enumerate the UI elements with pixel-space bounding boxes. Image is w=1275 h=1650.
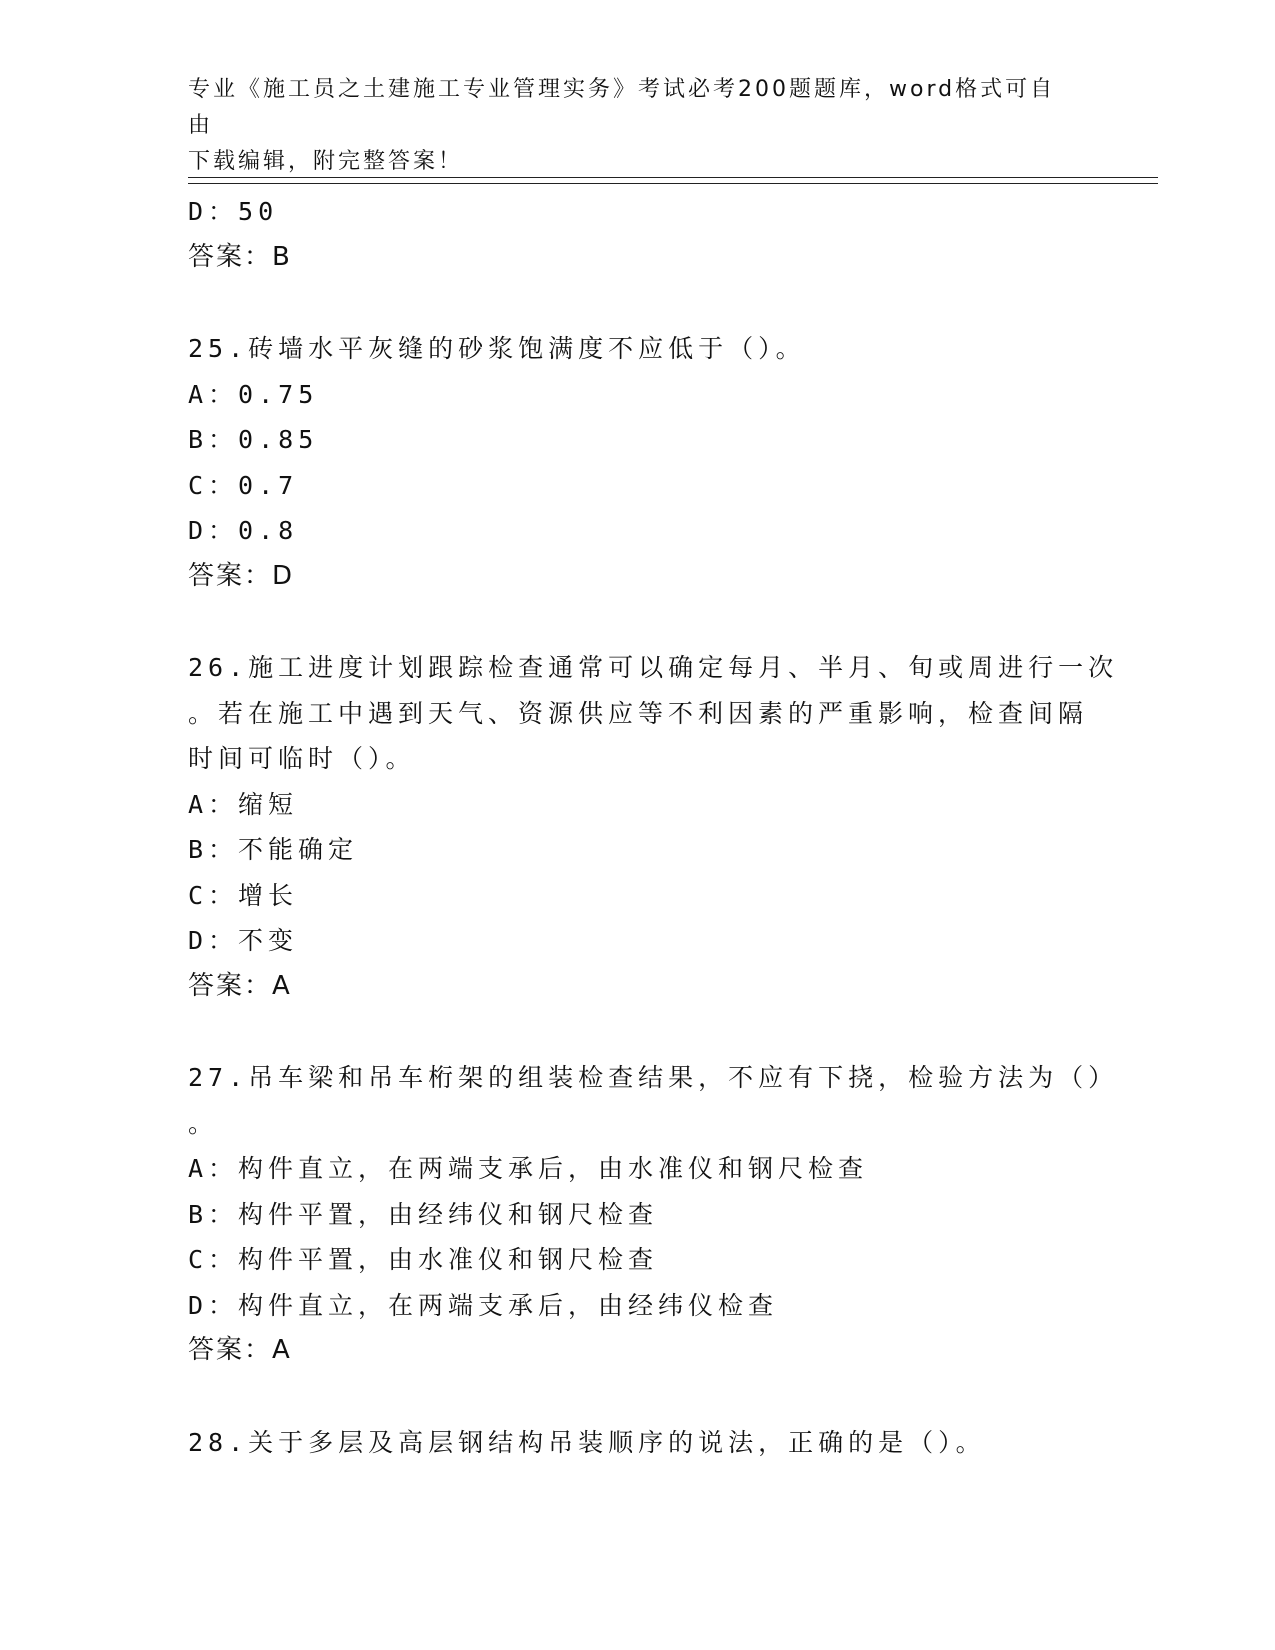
document-header [188, 72, 1068, 180]
question-27 [188, 1055, 1148, 1374]
spacer [188, 280, 1148, 326]
header-title-line-2: 下载编辑，附完整答案！ [188, 149, 464, 174]
question-text: 28.关于多层及高层钢结构吊装顺序的说法，正确的是（）。 [188, 1427, 986, 1457]
answer-label: 答案：A [188, 970, 292, 1001]
header-title-line-1: 专业《施工员之土建施工专业管理实务》考试必考200题题库，word格式可自由 [188, 77, 1056, 138]
option-c: C：增长 [188, 880, 299, 910]
option-a: A：缩短 [188, 789, 299, 819]
option-b: B：不能确定 [188, 835, 359, 864]
option-c: C：构件平置，由水准仪和钢尺检查 [188, 1245, 659, 1274]
question-text-line-2: 。若在施工中遇到天气、资源供应等不利因素的严重影响，检查间隔 [188, 698, 1089, 728]
spacer [188, 599, 1148, 645]
question-28 [188, 1420, 1148, 1466]
question-text-line-1: 27.吊车梁和吊车桁架的组装检查结果，不应有下挠，检验方法为（） [188, 1063, 1119, 1092]
answer-label: 答案：D [188, 560, 295, 591]
option-d: D：50 [188, 197, 279, 226]
spacer [188, 1374, 1148, 1420]
question-text: 25.砖墙水平灰缝的砂浆饱满度不应低于（）。 [188, 334, 806, 363]
option-b: B：构件平置，由经纬仪和钢尺检查 [188, 1199, 659, 1229]
header-divider-top [188, 177, 1158, 178]
option-c: C：0.7 [188, 470, 299, 500]
question-text-line-1: 26.施工进度计划跟踪检查通常可以确定每月、半月、旬或周进行一次 [188, 653, 1119, 682]
option-d: D：0.8 [188, 516, 299, 545]
question-25 [188, 326, 1148, 599]
option-a: A：0.75 [188, 379, 319, 409]
option-d: D：不变 [188, 926, 299, 955]
answer-label: 答案：A [188, 1335, 292, 1365]
question-list [188, 189, 1148, 1465]
answer-label: 答案：B [188, 241, 292, 272]
question-text-line-2: 。 [188, 1108, 219, 1138]
question-text-line-3: 时间可临时（）。 [188, 744, 416, 773]
question-24-continued [188, 189, 1148, 280]
option-b: B：0.85 [188, 425, 319, 454]
option-d: D：构件直立，在两端支承后，由经纬仪检查 [188, 1290, 779, 1320]
header-divider-bottom [188, 183, 1158, 184]
question-26 [188, 645, 1148, 1009]
spacer [188, 1009, 1148, 1055]
option-a: A：构件直立，在两端支承后，由水准仪和钢尺检查 [188, 1154, 869, 1183]
